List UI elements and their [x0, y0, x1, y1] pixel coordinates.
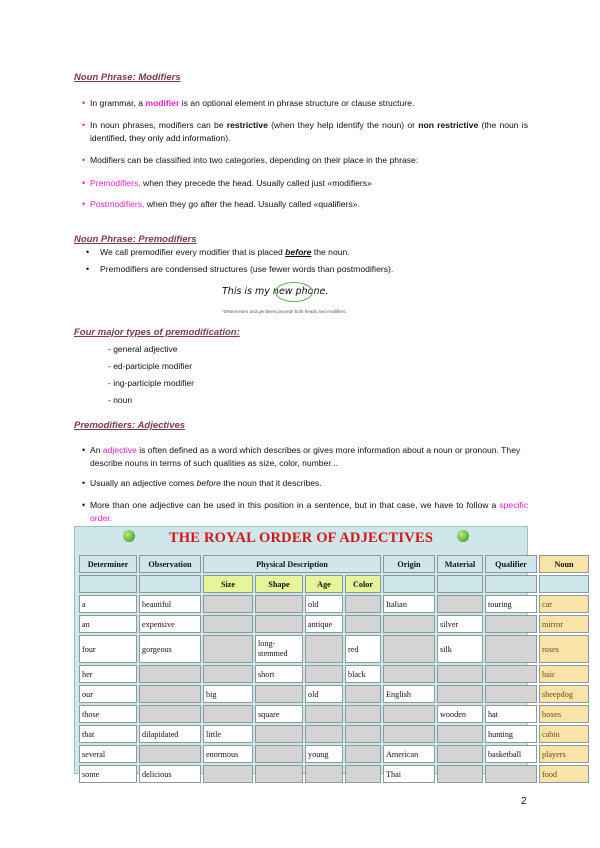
table-cell: basketball: [485, 745, 537, 763]
bullet-premodifier-before: • We call premodifier every modifier that is placed before the noun.: [86, 247, 350, 257]
table-cell: young: [305, 745, 343, 763]
bullet-icon: •: [82, 178, 86, 188]
bullet-two-categories: • Modifiers can be classified into two categories, depending on their place in the phrase:: [82, 155, 419, 165]
table-cell: [485, 615, 537, 633]
table-cell: [485, 685, 537, 703]
table-cell: Thai: [383, 765, 435, 783]
table-cell: touring: [485, 595, 537, 613]
table-cell: our: [79, 685, 137, 703]
heading-four-types: Four major types of premodification:: [74, 327, 240, 338]
bullet-icon: •: [86, 264, 90, 274]
table-cell: [345, 685, 381, 703]
table-cell: [203, 635, 253, 663]
example-sentence: This is my new phone.: [222, 286, 329, 297]
example-note: *Determiners and genitives precede both heads and modifiers.: [222, 309, 347, 314]
table-cell: English: [383, 685, 435, 703]
subheader-cell: Age: [305, 575, 343, 593]
table-title: THE ROYAL ORDER OF ADJECTIVES: [168, 530, 434, 546]
table-row: [79, 615, 589, 633]
table-row: [79, 595, 589, 613]
table-cell: hunting: [485, 725, 537, 743]
table-cell: a: [79, 595, 137, 613]
table-cell: [383, 635, 435, 663]
table-cell: old: [305, 595, 343, 613]
header-cell: Noun: [539, 555, 589, 573]
list-item: - ing-participle modifier: [108, 378, 194, 388]
table-cell: dilapidated: [139, 725, 201, 743]
bullet-icon: •: [82, 155, 86, 165]
header-cell: Determiner: [79, 555, 137, 573]
header-cell: Origin: [383, 555, 435, 573]
table-cell: [203, 615, 253, 633]
table-cell: [255, 615, 303, 633]
table-cell: [305, 725, 343, 743]
table-cell: [203, 705, 253, 723]
table-cell: that: [79, 725, 137, 743]
table-cell: her: [79, 665, 137, 683]
list-item: - ed-participle modifier: [108, 361, 193, 371]
header-cell: Qualifier: [485, 555, 537, 573]
table-cell: silver: [437, 615, 483, 633]
table-cell: Italian: [383, 595, 435, 613]
heading-noun-phrase-modifiers: Noun Phrase: Modifiers: [74, 72, 181, 83]
header-cell: Observation: [139, 555, 201, 573]
table-row: [79, 745, 589, 763]
bullet-premodifiers: • Premodifiers, when they precede the head. Usually called just «modifiers»: [82, 178, 372, 188]
table-cell: [485, 765, 537, 783]
table-cell: [305, 635, 343, 663]
table-cell: expensive: [139, 615, 201, 633]
table-cell: delicious: [139, 765, 201, 783]
table-cell: [203, 665, 253, 683]
bullet-icon: •: [82, 199, 86, 209]
list-item: - general adjective: [108, 344, 178, 354]
table-row: [79, 635, 589, 663]
table-cell: [203, 765, 253, 783]
table-cell: [345, 615, 381, 633]
list-item: - noun: [108, 395, 133, 405]
table-cell: [383, 615, 435, 633]
table-cell: [345, 745, 381, 763]
table-cell: hair: [539, 665, 589, 683]
table-cell: cabin: [539, 725, 589, 743]
table-cell: roses: [539, 635, 589, 663]
table-cell: [437, 725, 483, 743]
table-cell: black: [345, 665, 381, 683]
header-cell: Physical Description: [203, 555, 381, 573]
table-cell: red: [345, 635, 381, 663]
bullet-adjective-before: • Usually an adjective comes before the noun that it describes.: [82, 478, 322, 488]
table-subheader-row: [79, 575, 589, 593]
table-cell: mirror: [539, 615, 589, 633]
table-cell: [255, 745, 303, 763]
table-cell: [305, 705, 343, 723]
table-cell: gorgeous: [139, 635, 201, 663]
table-cell: [485, 635, 537, 663]
table-cell: [255, 725, 303, 743]
table-cell: four: [79, 635, 137, 663]
page-number: 2: [521, 796, 527, 807]
table-cell: [255, 685, 303, 703]
table-row: [79, 665, 589, 683]
bullet-specific-order: • More than one adjective can be used in this position in a sentence, but in that case, we have to follow a specific order.: [82, 500, 528, 523]
table-cell: [345, 725, 381, 743]
table-cell: [345, 765, 381, 783]
table-cell: [139, 745, 201, 763]
table-cell: [437, 595, 483, 613]
table-cell: [485, 665, 537, 683]
bullet-condensed: • Premodifiers are condensed structures (use fewer words than postmodifiers).: [86, 264, 394, 274]
table-cell: food: [539, 765, 589, 783]
table-cell: sheepdog: [539, 685, 589, 703]
table-cell: car: [539, 595, 589, 613]
bullet-icon: •: [82, 478, 86, 488]
table-cell: [139, 685, 201, 703]
table-cell: [139, 705, 201, 723]
table-cell: [203, 595, 253, 613]
bullet-modifier-definition: • In grammar, a modifier is an optional element in phrase structure or clause structure.: [82, 98, 415, 108]
table-row: [79, 765, 589, 783]
table-cell: American: [383, 745, 435, 763]
table-cell: beautiful: [139, 595, 201, 613]
table-cell: some: [79, 765, 137, 783]
subheader-cell: Shape: [255, 575, 303, 593]
bullet-icon: •: [82, 98, 86, 108]
table-header-row: [79, 555, 589, 573]
table-cell: big: [203, 685, 253, 703]
royal-order-table: [77, 553, 591, 785]
bullet-icon: •: [82, 120, 86, 130]
table-cell: an: [79, 615, 137, 633]
table-cell: [437, 765, 483, 783]
table-cell: long-stemmed: [255, 635, 303, 663]
table-row: [79, 705, 589, 723]
bullet-restrictive: • In noun phrases, modifiers can be restrictive (when they help identify the noun) or non restrictive (the noun is identified, they only add information).: [82, 120, 528, 143]
table-cell: little: [203, 725, 253, 743]
table-cell: [383, 665, 435, 683]
table-cell: [383, 725, 435, 743]
table-cell: [255, 595, 303, 613]
table-cell: [383, 705, 435, 723]
royal-order-table-image: [74, 526, 574, 779]
table-cell: boxes: [539, 705, 589, 723]
table-cell: [139, 665, 201, 683]
table-cell: [255, 765, 303, 783]
heading-adjectives: Premodifiers: Adjectives: [74, 420, 186, 431]
table-cell: [345, 705, 381, 723]
table-cell: [345, 595, 381, 613]
table-cell: [437, 685, 483, 703]
table-cell: players: [539, 745, 589, 763]
table-cell: silk: [437, 635, 483, 663]
table-row: [79, 725, 589, 743]
table-cell: enormous: [203, 745, 253, 763]
table-row: [79, 685, 589, 703]
table-cell: hat: [485, 705, 537, 723]
bullet-icon: •: [86, 247, 90, 257]
bullet-icon: •: [82, 445, 86, 455]
header-cell: Material: [437, 555, 483, 573]
table-cell: wooden: [437, 705, 483, 723]
subheader-cell: Size: [203, 575, 253, 593]
bullet-postmodifiers: • Postmodifiers, when they go after the head. Usually called «qualifiers».: [82, 199, 360, 209]
highlight-oval: [275, 282, 313, 302]
table-cell: [437, 745, 483, 763]
table-cell: old: [305, 685, 343, 703]
table-cell: [305, 665, 343, 683]
table-cell: short: [255, 665, 303, 683]
table-cell: several: [79, 745, 137, 763]
table-cell: [305, 765, 343, 783]
bullet-icon: •: [82, 500, 86, 510]
subheader-cell: Color: [345, 575, 381, 593]
bullet-adjective-definition: • An adjective is often defined as a word which describes or gives more information about a noun or pronoun. They describe nouns in terms of such qualities as size, color, number...: [82, 445, 521, 468]
heading-premodifiers: Noun Phrase: Premodifiers: [74, 234, 197, 245]
table-cell: [437, 665, 483, 683]
table-cell: antique: [305, 615, 343, 633]
table-cell: square: [255, 705, 303, 723]
table-cell: those: [79, 705, 137, 723]
